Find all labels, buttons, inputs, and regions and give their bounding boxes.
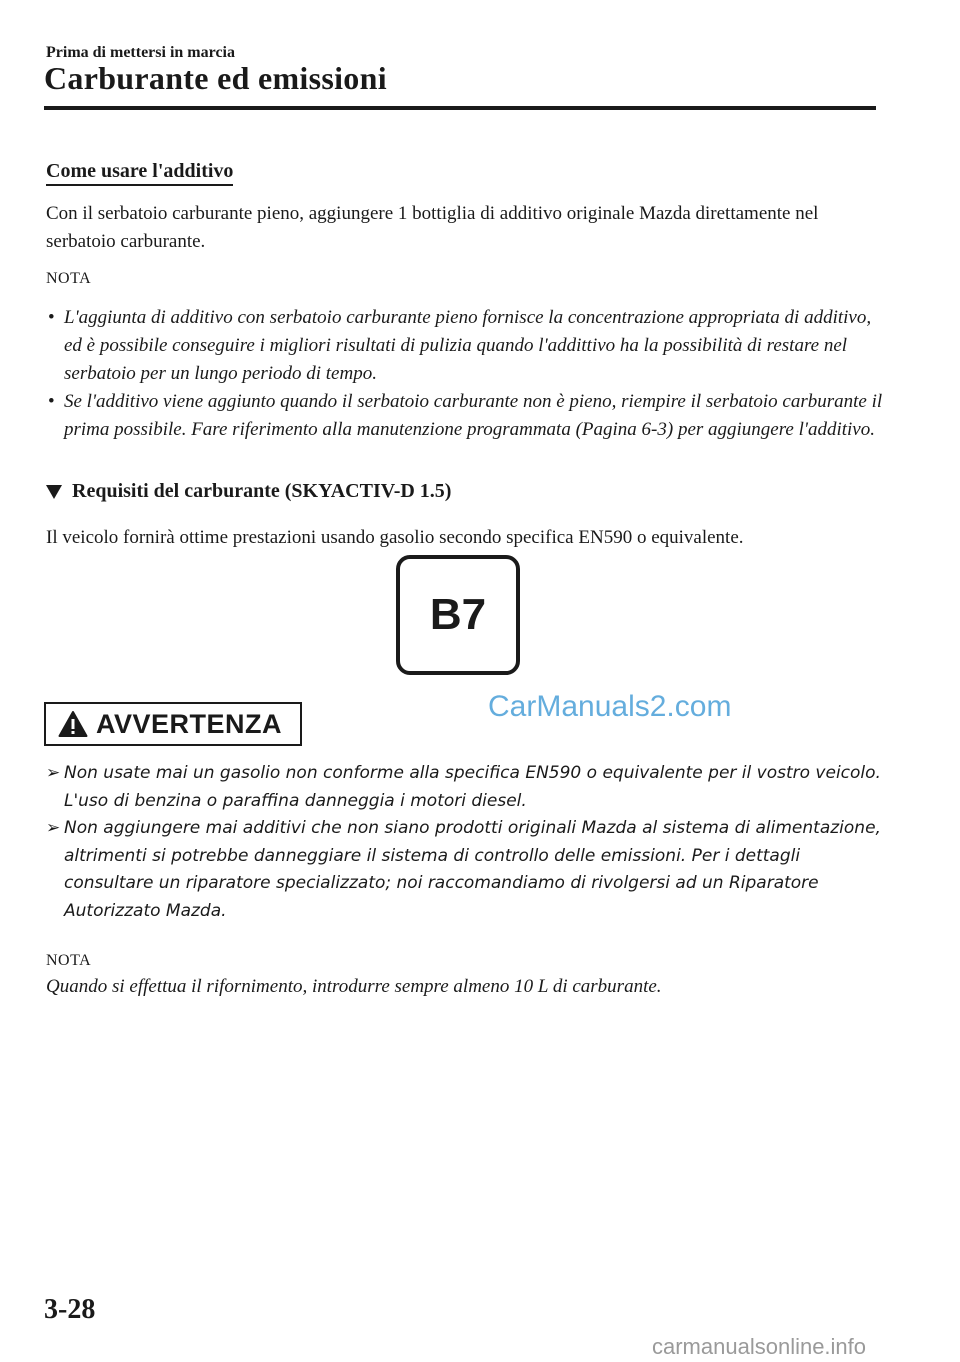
bullet-icon: • [48,391,55,412]
section-triangle-icon [46,485,62,499]
watermark: CarManuals2.com [488,690,732,723]
warning-list [46,760,886,925]
warning-item: ➢ Non aggiungere mai additivi che non siano prodotti originali Mazda al sistema di alimentazione, altrimenti si potrebbe danneggiare il sistema di controllo delle emissioni. Per i dettagli consultare un riparatore specializzato; noi raccomandiamo di rivolgersi ad un Riparatore Autorizzato Mazda. [46,815,886,925]
note-label: NOTA [46,270,92,287]
warning-banner [44,702,302,746]
arrow-icon: ➢ [46,818,61,838]
footer-site: carmanualsonline.info [652,1334,867,1359]
note-item: • Se l'additivo viene aggiunto quando il serbatoio carburante non è pieno, riempire il serbatoio carburante il prima possibile. Fare riferimento alla manutenzione programmata (Pagina 6-3) per aggiungere l'additivo. [46,388,886,444]
title-divider [44,106,876,110]
warning-item: ➢ Non usate mai un gasolio non conforme alla specifica EN590 o equivalente per il vostro veicolo. L'uso di benzina o paraffina danneggia i motori diesel. [46,760,886,815]
fuel-requirements-heading: Requisiti del carburante (SKYACTIV-D 1.5) [46,480,451,503]
warning-triangle-icon [58,710,88,738]
bullet-icon: • [48,307,55,328]
additive-heading: Come usare l'additivo [46,160,233,186]
page-title: Carburante ed emissioni [44,60,387,96]
warning-title: AVVERTENZA [96,708,283,739]
b7-fuel-label: B7 [396,555,520,675]
final-note-text: Quando si effettua il rifornimento, introdurre sempre almeno 10 L di carburante. [46,976,662,997]
arrow-icon: ➢ [46,763,61,783]
section-label: Prima di mettersi in marcia [46,44,235,61]
additive-body: Con il serbatoio carburante pieno, aggiungere 1 bottiglia di additivo originale Mazda direttamente nel serbatoio carburante. [46,203,819,252]
fuel-requirements-body: Il veicolo fornirà ottime prestazioni usando gasolio secondo specifica EN590 o equivalente. [46,527,744,548]
note-item: • L'aggiunta di additivo con serbatoio carburante pieno fornisce la concentrazione appropriata di additivo, ed è possibile conseguire i migliori risultati di pulizia quando l'addittivo ha la possibilità di restare nel serbatoio per un lungo periodo di tempo. [46,304,886,388]
page-number: 3-28 [44,1294,96,1325]
note-list [46,304,886,444]
final-note-label: NOTA [46,952,92,969]
